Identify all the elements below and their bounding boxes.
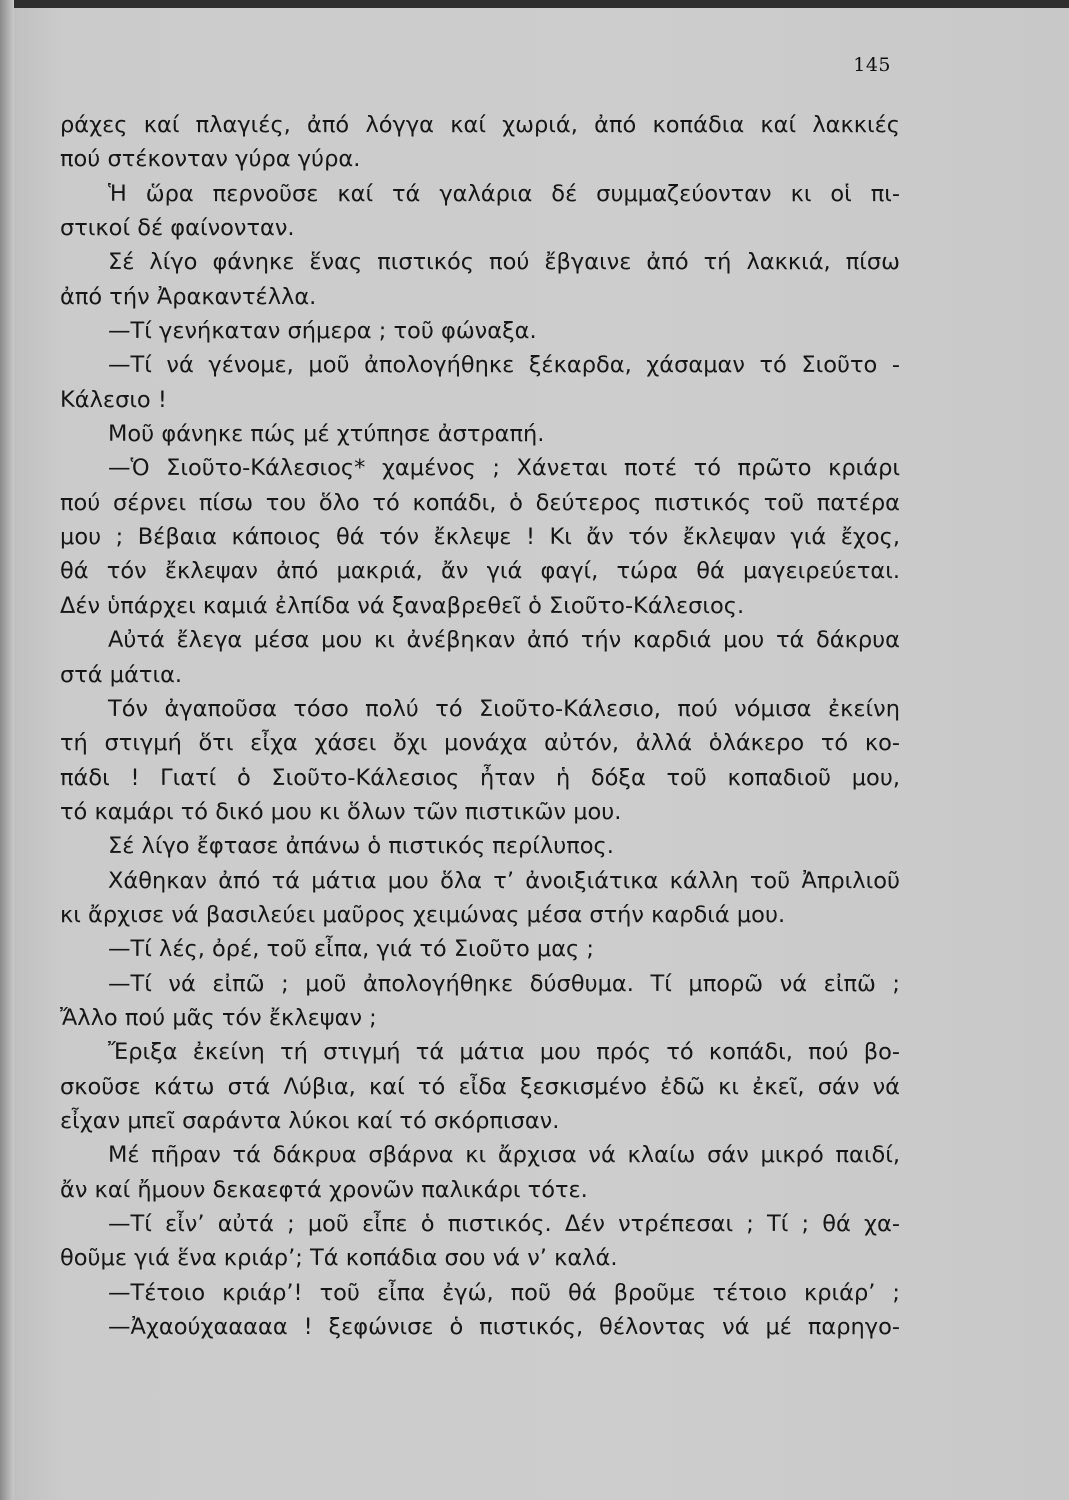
text-line: στά μάτια. bbox=[60, 661, 183, 688]
text-line: Σέ λίγο φάνηκε ἕνας πιστικός πού ἔβγαινε ἀπό τή λακκιά, πίσω bbox=[108, 249, 900, 276]
text-line: Τόν ἀγαποῦσα τόσο πολύ τό Σιοῦτο-Κάλεσιο, πού νόμισα ἐκείνη bbox=[108, 695, 900, 722]
text-line: στικοί δέ φαίνονταν. bbox=[60, 215, 295, 242]
text-line: τή στιγμή ὅτι εἶχα χάσει ὄχι μονάχα αὐτόν, ἀλλά ὁλάκερο τό κο- bbox=[60, 730, 900, 757]
text-line: εἶχαν μπεῖ σαράντα λύκοι καί τό σκόρπισαν. bbox=[60, 1107, 560, 1134]
body-text bbox=[60, 108, 900, 1344]
text-line: κι ἄρχισε νά βασιλεύει μαῦρος χειμώνας μέσα στήν καρδιά μου. bbox=[60, 901, 786, 928]
text-line: ἀπό τήν Ἀρακαντέλλα. bbox=[60, 283, 317, 310]
text-line: Αὐτά ἔλεγα μέσα μου κι ἀνέβηκαν ἀπό τήν καρδιά μου τά δάκρυα bbox=[108, 627, 900, 654]
page-number: 145 bbox=[853, 54, 891, 76]
text-line: —Τί νά γένομε, μοῦ ἀπολογήθηκε ξέκαρδα, χάσαμαν τό Σιοῦτο - bbox=[108, 352, 900, 379]
text-line: πού στέκονταν γύρα γύρα. bbox=[60, 146, 361, 173]
text-line: θοῦμε γιά ἕνα κριάρ’; Τά κοπάδια σου νά ν’ καλά. bbox=[60, 1245, 618, 1272]
scan-top-border bbox=[0, 0, 1069, 8]
text-line: Κάλεσιο ! bbox=[60, 386, 167, 413]
text-line: Ἡ ὥρα περνοῦσε καί τά γαλάρια δέ συμμαζεύονταν κι οἱ πι- bbox=[108, 180, 900, 207]
text-line: Σέ λίγο ἔφτασε ἀπάνω ὁ πιστικός περίλυπος. bbox=[108, 833, 614, 860]
page-gutter-shadow bbox=[0, 0, 14, 1500]
text-line: πού σέρνει πίσω του ὅλο τό κοπάδι, ὁ δεύτερος πιστικός τοῦ πατέρα bbox=[60, 489, 900, 516]
text-line: —Ὁ Σιοῦτο-Κάλεσιος* χαμένος ; Χάνεται ποτέ τό πρῶτο κριάρι bbox=[108, 455, 900, 482]
text-line: ἄν καί ἤμουν δεκαεφτά χρονῶν παλικάρι τότε. bbox=[60, 1176, 588, 1203]
text-line: Ἔριξα ἐκείνη τή στιγμή τά μάτια μου πρός τό κοπάδι, πού βο- bbox=[108, 1039, 900, 1066]
text-line: Ἄλλο πού μᾶς τόν ἔκλεψαν ; bbox=[60, 1004, 377, 1031]
text-line: Μέ πῆραν τά δάκρυα σβάρνα κι ἄρχισα νά κλαίω σάν μικρό παιδί, bbox=[108, 1142, 900, 1169]
text-line: θά τόν ἔκλεψαν ἀπό μακριά, ἄν γιά φαγί, τώρα θά μαγειρεύεται. bbox=[60, 558, 900, 585]
text-line: σκοῦσε κάτω στά Λύβια, καί τό εἶδα ξεσκισμένο ἐδῶ κι ἐκεῖ, σάν νά bbox=[60, 1073, 900, 1100]
text-line: —Τέτοιο κριάρ’! τοῦ εἶπα ἐγώ, ποῦ θά βροῦμε τέτοιο κριάρ’ ; bbox=[108, 1279, 900, 1306]
text-line: μου ; Βέβαια κάποιος θά τόν ἔκλεψε ! Κι ἄν τόν ἔκλεψαν γιά ἔχος, bbox=[60, 524, 900, 551]
text-line: —Τί γενήκαταν σήμερα ; τοῦ φώναξα. bbox=[108, 318, 537, 345]
text-line: ράχες καί πλαγιές, ἀπό λόγγα καί χωριά, ἀπό κοπάδια καί λακκιές bbox=[60, 112, 900, 138]
text-line: Χάθηκαν ἀπό τά μάτια μου ὅλα τ’ ἀνοιξιάτικα κάλλη τοῦ Ἀπριλιοῦ bbox=[108, 867, 900, 894]
text-line: Δέν ὑπάρχει καμιά ἐλπίδα νά ξαναβρεθεῖ ὁ Σιοῦτο-Κάλεσιος. bbox=[60, 592, 745, 619]
text-line: τό καμάρι τό δικό μου κι ὅλων τῶν πιστικῶν μου. bbox=[60, 798, 622, 825]
text-line: —Ἀχαούχααααα ! ξεφώνισε ὁ πιστικός, θέλοντας νά μέ παρηγο- bbox=[108, 1314, 900, 1341]
text-line: Μοῦ φάνηκε πώς μέ χτύπησε ἀστραπή. bbox=[108, 421, 545, 448]
text-line: —Τί λές, ὀρέ, τοῦ εἶπα, γιά τό Σιοῦτο μας ; bbox=[108, 936, 594, 963]
text-line: πάδι ! Γιατί ὁ Σιοῦτο-Κάλεσιος ἦταν ἡ δόξα τοῦ κοπαδιοῦ μου, bbox=[60, 764, 900, 791]
book-page bbox=[0, 8, 1069, 1500]
text-line: —Τί νά εἰπῶ ; μοῦ ἀπολογήθηκε δύσθυμα. Τί μπορῶ νά εἰπῶ ; bbox=[108, 970, 900, 997]
text-line: —Τί εἶν’ αὐτά ; μοῦ εἶπε ὁ πιστικός. Δέν ντρέπεσαι ; Τί ; θά χα- bbox=[108, 1211, 900, 1237]
